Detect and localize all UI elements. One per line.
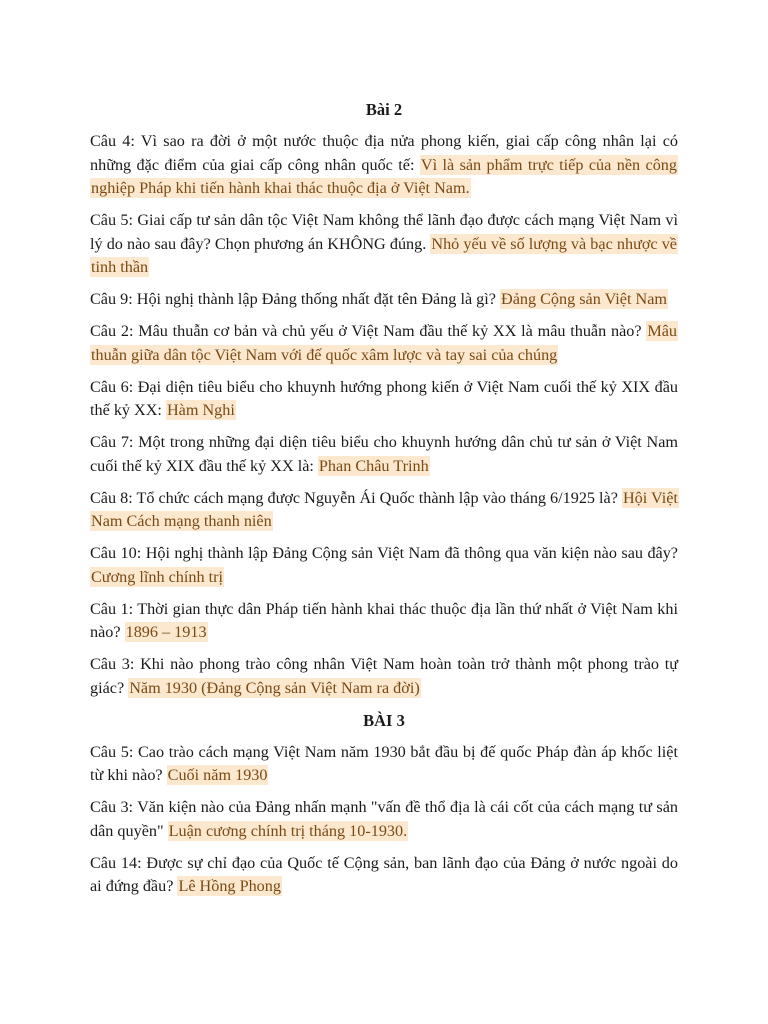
qa-item (90, 796, 678, 843)
question-text: Câu 8: Tổ chức cách mạng được Nguyễn Ái Quốc thành lập vào tháng 6/1925 là? (90, 488, 622, 507)
question-text: Câu 10: Hội nghị thành lập Đảng Cộng sản Việt Nam đã thông qua văn kiện nào sau đây? (90, 544, 678, 562)
document-page (90, 98, 678, 907)
qa-item (90, 320, 678, 367)
section-title-bai-2: Bài 2 (365, 100, 403, 119)
question-text: Câu 5: Cao trào cách mạng Việt Nam năm 1930 bắt đầu bị đế quốc Pháp đàn áp khốc liệt từ khi nào? (90, 742, 678, 784)
answer-highlight: Năm 1930 (Đảng Cộng sản Việt Nam ra đời) (129, 678, 420, 697)
question-text: Câu 6: Đại diện tiêu biểu cho khuynh hướng phong kiến ở Việt Nam cuối thế kỷ XIX đầu thế kỷ XX: (90, 377, 678, 419)
question-text: Câu 3: Khi nào phong trào công nhân Việt Nam hoàn toàn trở thành một phong trào tự giác? (90, 655, 678, 697)
question-text: Câu 2: Mâu thuẫn cơ bản và chủ yếu ở Việt Nam đầu thế kỷ XX là mâu thuẫn nào? (90, 322, 647, 340)
qa-item (90, 288, 678, 312)
qa-item (90, 542, 678, 589)
answer-highlight: Vì là sản phẩm trực tiếp của nền công nghiệp Pháp khi tiến hành khai thác thuộc địa ở Việt Nam. (91, 155, 677, 197)
answer-highlight: Hàm Nghi (166, 401, 235, 419)
question-text: Câu 1: Thời gian thực dân Pháp tiến hành khai thác thuộc địa lần thứ nhất ở Việt Nam khi nào? (90, 599, 678, 641)
qa-item (90, 487, 678, 534)
question-text: Câu 4: Vì sao ra đời ở một nước thuộc địa nửa phong kiến, giai cấp công nhân lại có những đặc điểm của giai cấp công nhân quốc tế: (90, 132, 678, 174)
answer-highlight: Mâu thuẫn giữa dân tộc Việt Nam với đế quốc xâm lược và tay sai của chúng (91, 322, 677, 364)
question-text: Câu 14: Được sự chỉ đạo của Quốc tế Cộng sản, ban lãnh đạo của Đảng ở nước ngoài do ai đứng đầu? (90, 853, 678, 895)
question-text: Câu 7: Một trong những đại diện tiêu biểu cho khuynh hướng dân chủ tư sản ở Việt Nam cuối thế kỷ XIX đầu thế kỷ XX là: (90, 433, 678, 475)
answer-highlight: Cương lĩnh chính trị (91, 567, 223, 586)
qa-item (90, 741, 678, 788)
answer-highlight: Hội Việt Nam Cách mạng thanh niên (91, 488, 678, 530)
qa-item (90, 376, 678, 423)
qa-item (90, 852, 678, 899)
answer-highlight: Cuối năm 1930 (167, 766, 268, 784)
answer-highlight: Nhỏ yếu về số lượng và bạc nhược về tinh thần (91, 234, 677, 276)
answer-highlight: 1896 – 1913 (125, 623, 207, 641)
section-title-bai-3: BÀI 3 (363, 710, 405, 730)
qa-item (90, 209, 678, 280)
answer-highlight: Phan Châu Trinh (318, 456, 429, 475)
answer-highlight: Lê Hồng Phong (178, 877, 281, 895)
answer-highlight: Luận cương chính trị tháng 10-1930. (168, 821, 408, 840)
question-text: Câu 5: Giai cấp tư sản dân tộc Việt Nam không thể lãnh đạo được cách mạng Việt Nam vì lý do nào sau đây? Chọn phương án KHÔNG đúng. (90, 211, 678, 253)
question-text: Câu 9: Hội nghị thành lập Đảng thống nhất đặt tên Đảng là gì? (90, 290, 500, 308)
qa-item (90, 653, 678, 700)
answer-highlight: Đảng Cộng sản Việt Nam (501, 290, 667, 308)
qa-item (90, 431, 678, 478)
qa-item (90, 130, 678, 201)
qa-item (90, 598, 678, 645)
question-text: Câu 3: Văn kiện nào của Đảng nhấn mạnh "vấn đề thổ địa là cái cốt của cách mạng tư sản dân quyền" (90, 798, 678, 840)
